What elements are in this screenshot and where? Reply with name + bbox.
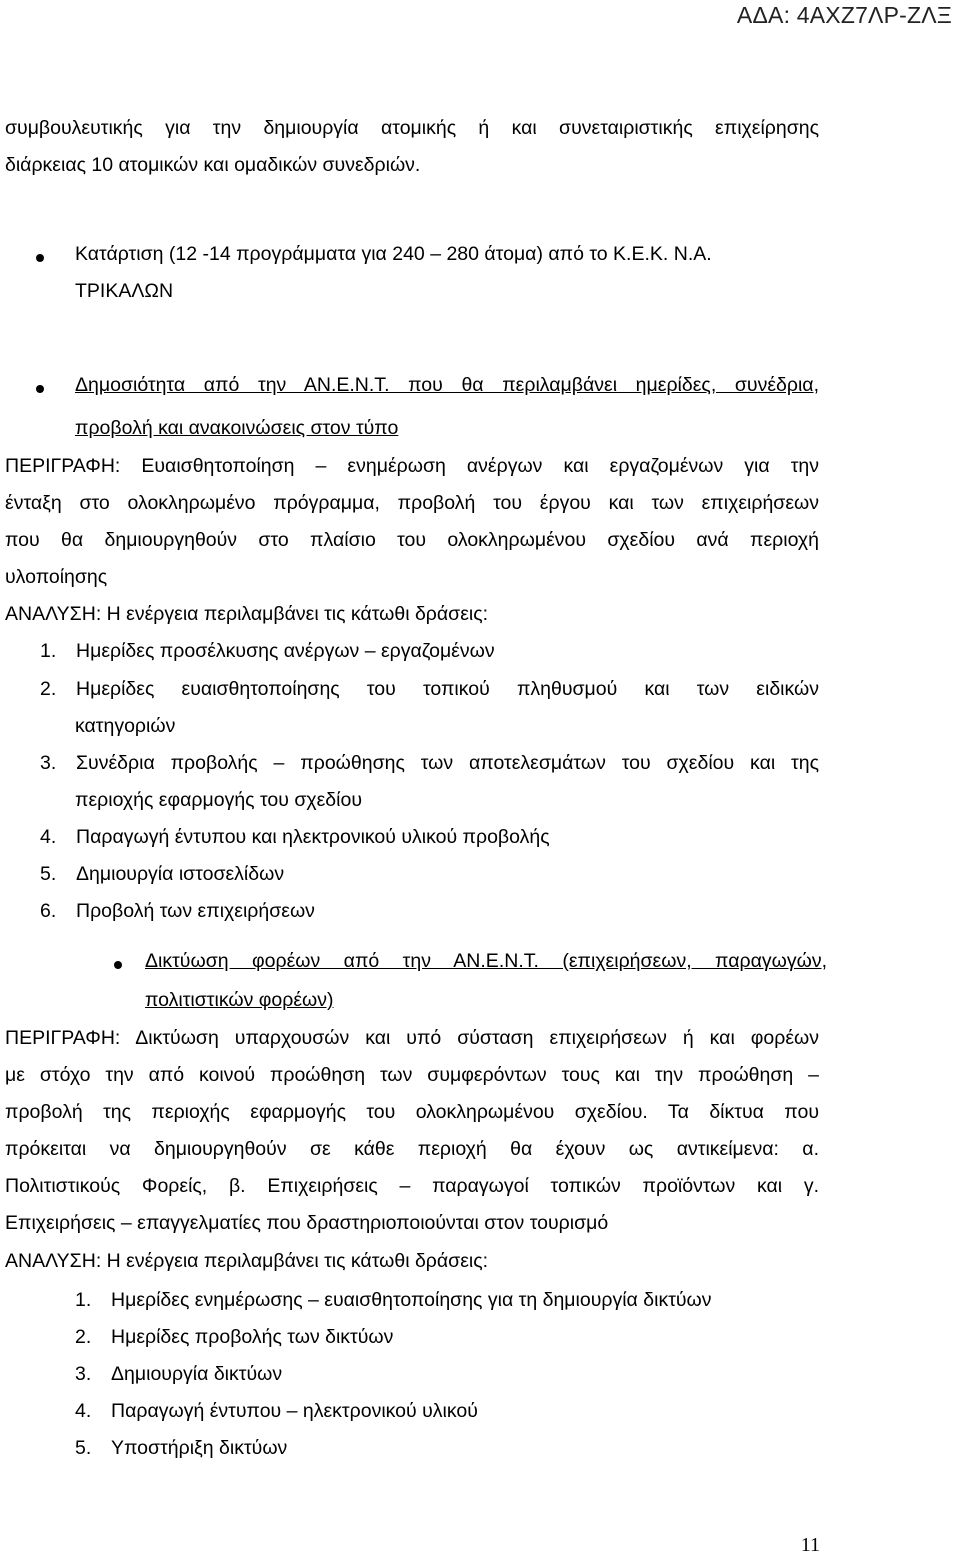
networking-action-4: 4. Παραγωγή έντυπου – ηλεκτρονικού υλικού [75,1400,478,1422]
publicity-action-3-cont: περιοχής εφαρμογής του σχεδίου [75,789,362,811]
bullet-publicity-line-2: προβολή και ανακοινώσεις στον τύπο [75,417,399,439]
publicity-action-3: 3. Συνέδρια προβολής – προώθησης των αποτελεσμάτων του σχεδίου και της [40,752,819,774]
publicity-action-6: 6. Προβολή των επιχειρήσεων [40,900,315,922]
intro-line-2: διάρκειας 10 ατομικών και ομαδικών συνεδριών. [5,154,421,176]
bullet-networking-line-1: Δικτύωση φορέων από την ΑΝ.Ε.Ν.Τ. (επιχειρήσεων, παραγωγών, [145,950,827,972]
networking-description-line-1: ΠΕΡΙΓΡΑΦΗ: Δικτύωση υπαρχουσών και υπό σύσταση επιχειρήσεων ή και φορέων [5,1027,819,1049]
publicity-description-line-1: ΠΕΡΙΓΡΑΦΗ: Ευαισθητοποίηση – ενημέρωση ανέργων και εργαζομένων για την [5,455,819,477]
bullet-dot [114,961,122,969]
publicity-action-1: 1. Ημερίδες προσέλκυσης ανέργων – εργαζομένων [40,640,495,662]
publicity-analysis-heading: ΑΝΑΛΥΣΗ: Η ενέργεια περιλαμβάνει τις κάτωθι δράσεις: [5,603,489,625]
networking-action-2: 2. Ημερίδες προβολής των δικτύων [75,1326,394,1348]
description-label: ΠΕΡΙΓΡΑΦΗ: [5,455,121,477]
publicity-description-line-2: ένταξη στο ολοκληρωμένο πρόγραμμα, προβολή του έργου και των επιχειρήσεων [5,492,819,514]
analysis-label: ΑΝΑΛΥΣΗ: [5,1250,102,1272]
publicity-action-2: 2. Ημερίδες ευαισθητοποίησης του τοπικού πληθυσμού και των ειδικών [40,678,819,700]
bullet-training-line-1: Κατάρτιση (12 -14 προγράμματα για 240 – 280 άτομα) από το Κ.Ε.Κ. Ν.Α. [75,243,712,265]
publicity-action-5: 5. Δημιουργία ιστοσελίδων [40,863,285,885]
page-number: 11 [800,1534,820,1556]
bullet-dot [36,385,44,393]
networking-description-line-6: Επιχειρήσεις – επαγγελματίες που δραστηριοποιούνται στον τουρισμό [5,1212,609,1234]
publicity-action-4: 4. Παραγωγή έντυπου και ηλεκτρονικού υλικού προβολής [40,826,550,848]
networking-description-line-3: προβολή της περιοχής εφαρμογής του ολοκληρωμένου σχεδίου. Τα δίκτυα που [5,1101,819,1123]
ada-code: ΑΔΑ: 4ΑΧΖ7ΛΡ-ΖΛΞ [736,2,952,28]
intro-line-1: συμβουλευτικής για την δημιουργία ατομικής ή και συνεταιριστικής επιχείρησης [5,117,819,139]
description-label: ΠΕΡΙΓΡΑΦΗ: [5,1027,121,1049]
networking-analysis-heading: ΑΝΑΛΥΣΗ: Η ενέργεια περιλαμβάνει τις κάτωθι δράσεις: [5,1250,489,1272]
networking-action-5: 5. Υποστήριξη δικτύων [75,1437,288,1459]
publicity-description-line-4: υλοποίησης [5,566,108,588]
bullet-dot [36,254,44,262]
publicity-action-2-cont: κατηγοριών [75,715,176,737]
analysis-label: ΑΝΑΛΥΣΗ: [5,603,102,625]
bullet-training-line-2: ΤΡΙΚΑΛΩΝ [75,280,174,302]
networking-action-3: 3. Δημιουργία δικτύων [75,1363,283,1385]
bullet-publicity-line-1: Δημοσιότητα από την ΑΝ.Ε.Ν.Τ. που θα περιλαμβάνει ημερίδες, συνέδρια, [75,374,819,396]
networking-description-line-4: πρόκειται να δημιουργηθούν σε κάθε περιοχή θα έχουν ως αντικείμενα: α. [5,1138,819,1160]
networking-description-line-2: με στόχο την από κοινού προώθηση των συμφερόντων τους και την προώθηση – [5,1064,819,1086]
publicity-description-line-3: που θα δημιουργηθούν στο πλαίσιο του ολοκληρωμένου σχεδίου ανά περιοχή [5,529,819,551]
networking-action-1: 1. Ημερίδες ενημέρωσης – ευαισθητοποίησης για τη δημιουργία δικτύων [75,1289,712,1311]
bullet-networking-line-2: πολιτιστικών φορέων) [145,989,334,1011]
networking-description-line-5: Πολιτιστικούς Φορείς, β. Επιχειρήσεις – παραγωγοί τοπικών προϊόντων και γ. [5,1175,819,1197]
